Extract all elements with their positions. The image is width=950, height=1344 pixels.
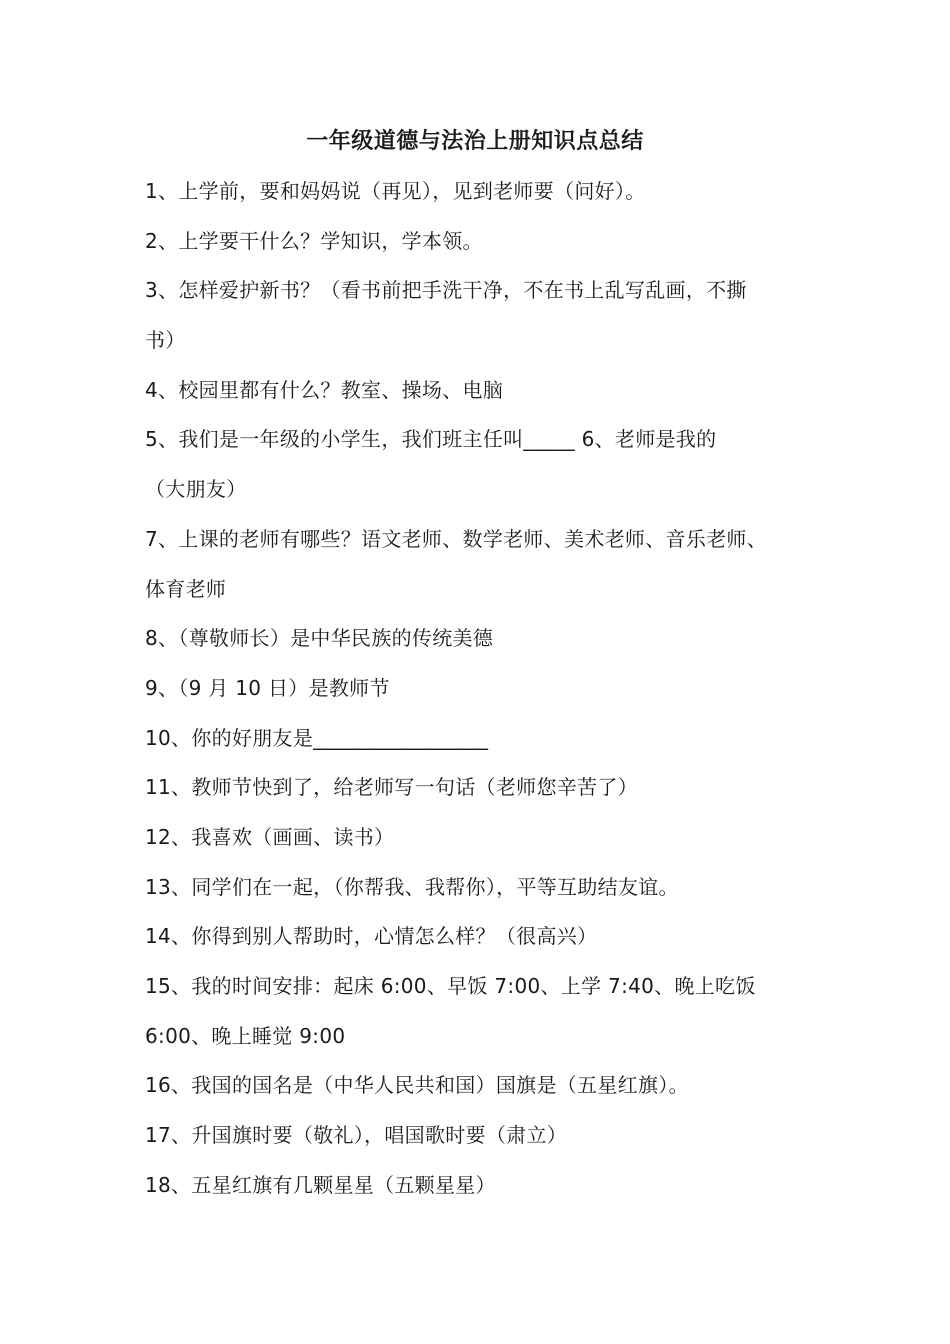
knowledge-list <box>145 172 835 1215</box>
text-line: 13、同学们在一起，（你帮我、我帮你），平等互助结友谊。 <box>145 874 679 899</box>
text-line: 10、你的好朋友是_________________ <box>145 725 489 750</box>
text-line: 4、校园里都有什么？教室、操场、电脑 <box>145 377 504 402</box>
text-line: 8、（尊敬师长）是中华民族的传统美德 <box>145 626 494 651</box>
text-line: 9、（9 月 10 日）是教师节 <box>145 675 390 700</box>
text-line: 6:00、晚上睡觉 9:00 <box>145 1023 346 1048</box>
document-title: 一年级道德与法治上册知识点总结 <box>306 129 644 154</box>
text-line: 17、升国旗时要（敬礼），唱国歌时要（肃立） <box>145 1123 568 1148</box>
text-line: 16、我国的国名是（中华人民共和国）国旗是（五星红旗）。 <box>145 1073 689 1098</box>
text-line: 书） <box>145 328 186 353</box>
text-line: 7、上课的老师有哪些？语文老师、数学老师、美术老师、音乐老师、 <box>145 526 768 551</box>
text-line: 3、怎样爱护新书？（看书前把手洗干净，不在书上乱写乱画，不撕 <box>145 278 747 303</box>
text-line: 1、上学前，要和妈妈说（再见），见到老师要（问好）。 <box>145 179 646 203</box>
text-line: 5、我们是一年级的小学生，我们班主任叫_____ 6、老师是我的 <box>145 427 717 452</box>
text-line: 15、我的时间安排：起床 6:00、早饭 7:00、上学 7:40、晚上吃饭 <box>145 974 756 998</box>
text-line: 12、我喜欢（画画、读书） <box>145 824 395 849</box>
text-line: 18、五星红旗有几颗星星（五颗星星） <box>145 1172 496 1197</box>
text-line: （大朋友） <box>145 477 247 502</box>
text-line: 11、教师节快到了，给老师写一句话（老师您辛苦了） <box>145 775 638 800</box>
text-line: 2、上学要干什么？学知识，学本领。 <box>145 228 483 253</box>
text-line: 14、你得到别人帮助时，心情怎么样？（很高兴） <box>145 924 598 949</box>
text-line: 体育老师 <box>145 576 227 601</box>
